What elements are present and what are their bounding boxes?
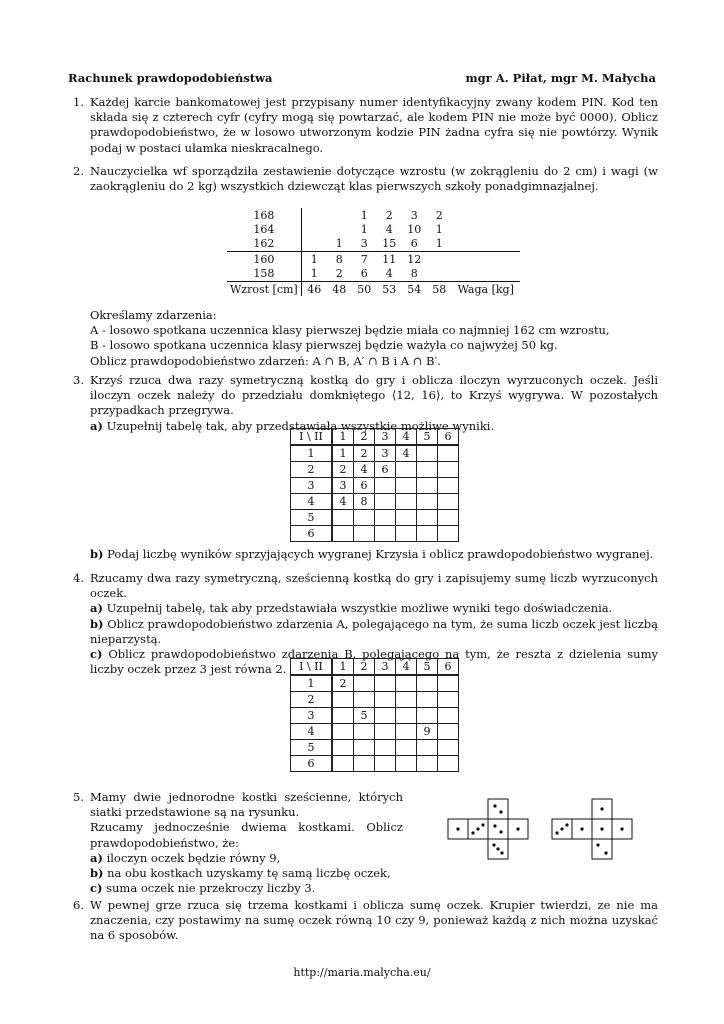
problem-2 (68, 164, 658, 194)
row-header: 6 (291, 756, 333, 772)
result-cell[interactable] (375, 756, 396, 772)
count-cell: 6 (410, 237, 418, 251)
header-authors: mgr A. Piłat, mgr M. Małycha (465, 71, 656, 85)
result-cell[interactable] (438, 478, 459, 494)
count-cell (327, 222, 352, 236)
result-cell[interactable] (354, 510, 375, 526)
result-cell[interactable] (396, 510, 417, 526)
count-cell: 8 (410, 267, 418, 281)
result-cell[interactable] (375, 724, 396, 740)
result-cell[interactable]: 4 (396, 445, 417, 462)
height-label: 164 (253, 223, 275, 237)
table-row (291, 756, 459, 772)
result-cell[interactable] (375, 510, 396, 526)
result-cell[interactable] (438, 708, 459, 724)
problem-6 (68, 898, 658, 944)
count-cell: 4 (385, 223, 393, 237)
count-cell (327, 208, 352, 222)
result-cell[interactable] (354, 526, 375, 542)
height-axis-label: Wzrost [cm] (227, 281, 301, 296)
result-cell[interactable] (438, 740, 459, 756)
problem-text: Każdej karcie bankomatowej jest przypisany numer identyfikacyjny zwany kodem PIN. Kod ten składa się z czterech cyfr (cyfry mogą się powtarzać, ale kodem PIN nie może być 0000). Oblicz prawdopodobieństwo, że w losowo utworzonym kodzie PIN żadna cyfra się nie powtórzy. Wynik podaj w postaci ułamka nieskracalnego. (90, 95, 658, 155)
row-header: 5 (291, 510, 333, 526)
table-row (227, 222, 520, 236)
count-cell: 15 (382, 237, 397, 251)
result-cell[interactable] (396, 675, 417, 692)
result-cell[interactable] (417, 675, 438, 692)
result-cell[interactable] (438, 494, 459, 510)
table-row (291, 494, 459, 510)
result-cell[interactable] (396, 526, 417, 542)
event-a: A - losowo spotkana uczennica klasy pierwszej będzie miała co najmniej 162 cm wzrostu, (90, 323, 610, 338)
count-cell: 3 (410, 208, 418, 222)
result-cell[interactable] (396, 740, 417, 756)
count-cell: 1 (301, 252, 327, 267)
result-cell[interactable] (438, 445, 459, 462)
table-row (291, 526, 459, 542)
subpoint-label: c) (90, 647, 103, 662)
result-cell[interactable] (375, 494, 396, 510)
problem-number: 3. (73, 373, 84, 387)
result-cell[interactable] (438, 756, 459, 772)
count-cell: 11 (377, 252, 402, 267)
count-cell: 10 (407, 223, 422, 237)
result-cell[interactable] (417, 445, 438, 462)
column-header: 1 (332, 659, 354, 676)
table-row (227, 267, 520, 282)
row-header: 3 (291, 708, 333, 724)
subpoint-text: Uzupełnij tabelę tak, aby przedstawiała wszystkie możliwe wyniki. (106, 418, 495, 433)
corner-cell: I \ II (291, 429, 333, 446)
weight-label: 48 (327, 281, 352, 296)
column-header: 4 (396, 429, 417, 446)
result-cell[interactable] (332, 724, 354, 740)
subpoint-label: b) (90, 547, 104, 561)
result-cell[interactable] (332, 510, 354, 526)
result-cell[interactable] (438, 692, 459, 708)
problem-text-2: Rzucamy jednocześnie dwiema kostkami. Oblicz prawdopodobieństwo, że: (90, 820, 403, 850)
result-cell[interactable] (332, 708, 354, 724)
subpoint-text: Uzupełnij tabelę, tak aby przedstawiała wszystkie możliwe wyniki tego doświadczenia. (106, 601, 613, 616)
problem-number: 2. (73, 164, 84, 178)
count-cell: 1 (435, 237, 443, 251)
row-header: 2 (291, 462, 333, 478)
spacer-cell (452, 208, 520, 222)
table-row (227, 208, 520, 222)
count-cell: 1 (360, 208, 368, 222)
result-cell[interactable] (332, 526, 354, 542)
row-header: 6 (291, 526, 333, 542)
result-cell[interactable] (396, 478, 417, 494)
problem-number: 5. (73, 790, 84, 804)
count-cell: 1 (435, 223, 443, 237)
result-cell[interactable] (354, 740, 375, 756)
events-intro: Określamy zdarzenia: (90, 308, 217, 322)
subpoint-text: Oblicz prawdopodobieństwo zdarzenia B, polegającego na tym, że reszta z dzielenia sumy liczby oczek przez 3 jest równa 2. (90, 647, 658, 677)
weight-axis-label: Waga [kg] (452, 281, 520, 296)
count-cell: 2 (385, 208, 393, 222)
result-cell[interactable]: 6 (354, 478, 375, 494)
result-cell[interactable] (417, 756, 438, 772)
problem-2-task: Oblicz prawdopodobieństwo zdarzeń: A ∩ B, A′ ∩ B i A ∩ B′. (90, 353, 441, 368)
count-cell: 7 (352, 252, 377, 267)
result-cell[interactable]: 2 (354, 445, 375, 462)
result-cell[interactable] (417, 462, 438, 478)
result-cell[interactable] (375, 526, 396, 542)
result-cell[interactable]: 1 (332, 445, 354, 462)
result-cell[interactable] (396, 756, 417, 772)
count-cell: 1 (360, 223, 368, 237)
result-cell[interactable] (396, 462, 417, 478)
result-cell[interactable] (375, 692, 396, 708)
product-table (290, 428, 459, 542)
result-cell[interactable]: 3 (332, 478, 354, 494)
dice-nets-figure (444, 797, 644, 861)
problem-text: Rzucamy dwa razy symetryczną, sześcienną kostką do gry i zapisujemy sumę liczb wyrzuconych oczek. (90, 571, 658, 601)
problem-2-events (68, 308, 658, 369)
subpoint-text: Podaj liczbę wyników sprzyjających wygranej Krzysia i oblicz prawdopodobieństwo wygranej. (107, 547, 654, 561)
column-header: 1 (332, 429, 354, 446)
problem-text: W pewnej grze rzuca się trzema kostkami i oblicza sumę oczek. Krupier twierdzi, ze nie ma znaczenia, czy postawimy na sumę oczek równą 10 czy 9, ponieważ każdą z nich można uzyskać na 6 sposobów. (90, 898, 658, 943)
row-header: 5 (291, 740, 333, 756)
count-cell (427, 267, 452, 282)
column-header: 6 (438, 659, 459, 676)
result-cell[interactable] (375, 708, 396, 724)
result-cell[interactable] (417, 494, 438, 510)
table-row (291, 445, 459, 462)
table-row (291, 675, 459, 692)
result-cell[interactable] (438, 675, 459, 692)
result-cell[interactable] (417, 478, 438, 494)
spacer-cell (452, 267, 520, 282)
problem-text: Nauczycielka wf sporządziła zestawienie dotyczące wzrostu (w zokrągleniu do 2 cm) i wagi (w zaokrągleniu do 2 kg) wszystkich dziewcząt klas pierwszych szkoły ponadgimnazjalnej. (90, 164, 658, 194)
result-cell[interactable] (332, 692, 354, 708)
row-header: 1 (291, 675, 333, 692)
subpoint-label: b) (90, 616, 104, 631)
count-cell: 2 (335, 267, 343, 281)
subpoint-label: a) (90, 418, 103, 433)
height-label: 168 (253, 208, 275, 222)
result-cell[interactable] (396, 724, 417, 740)
count-cell: 3 (360, 237, 368, 251)
result-cell[interactable]: 3 (375, 445, 396, 462)
table-row (291, 708, 459, 724)
result-cell[interactable] (375, 740, 396, 756)
row-header: 2 (291, 692, 333, 708)
result-cell[interactable] (438, 462, 459, 478)
column-header: 6 (438, 429, 459, 446)
result-cell[interactable] (354, 692, 375, 708)
problem-number: 1. (73, 95, 84, 109)
column-header: 2 (354, 659, 375, 676)
count-cell: 6 (360, 267, 368, 281)
result-cell[interactable]: 2 (332, 462, 354, 478)
problem-text: Mamy dwie jednorodne kostki sześcienne, których siatki przedstawione są na rysunku. (90, 790, 403, 820)
result-cell[interactable] (354, 756, 375, 772)
result-cell[interactable]: 9 (417, 724, 438, 740)
result-cell[interactable] (438, 526, 459, 542)
result-cell[interactable] (417, 740, 438, 756)
count-cell: 1 (335, 237, 343, 251)
result-cell[interactable]: 5 (354, 708, 375, 724)
weight-label: 54 (402, 281, 427, 296)
problem-number: 4. (73, 571, 84, 585)
subpoint-label: a) (90, 850, 103, 865)
table-row (291, 478, 459, 494)
count-cell: 12 (402, 252, 427, 267)
column-header: 3 (375, 659, 396, 676)
subpoint-text: na obu kostkach uzyskamy tę samą liczbę oczek, (107, 866, 391, 881)
spacer-cell (452, 252, 520, 267)
count-cell: 4 (385, 267, 393, 281)
spacer-cell (452, 237, 520, 252)
result-cell[interactable] (332, 740, 354, 756)
count-cell (301, 237, 327, 252)
count-cell (301, 222, 327, 236)
result-cell[interactable] (417, 510, 438, 526)
weight-label: 50 (352, 281, 377, 296)
result-cell[interactable] (438, 724, 459, 740)
result-cell[interactable] (417, 692, 438, 708)
count-cell: 2 (435, 208, 443, 222)
row-header: 1 (291, 445, 333, 462)
row-header: 4 (291, 494, 333, 510)
count-cell (427, 252, 452, 267)
problem-text: Krzyś rzuca dwa razy symetryczną kostką do gry i oblicza iloczyn wyrzuconych oczek. Jeśli iloczyn oczek należy do przedziału domkniętego ⟨12, 16⟩, to Krzyś wygrywa. W pozostałych przypadkach przegrywa. (90, 373, 658, 418)
sum-table (290, 658, 459, 772)
subpoint-text: suma oczek nie przekroczy liczby 3. (106, 881, 316, 896)
subpoint-label: b) (90, 866, 104, 881)
result-cell[interactable] (438, 510, 459, 526)
table-row (291, 462, 459, 478)
header-row (291, 659, 459, 676)
problem-number: 6. (73, 898, 84, 912)
spacer-cell (452, 222, 520, 236)
problem-1 (68, 95, 658, 156)
corner-cell: I \ II (291, 659, 333, 676)
count-cell: 8 (327, 252, 352, 267)
result-cell[interactable] (417, 708, 438, 724)
die-net-2 (552, 799, 632, 859)
subpoint-text: iloczyn oczek będzie równy 9, (106, 850, 281, 865)
axis-row (227, 281, 520, 296)
column-header: 3 (375, 429, 396, 446)
table-row (291, 510, 459, 526)
result-cell[interactable] (396, 494, 417, 510)
weight-label: 58 (427, 281, 452, 296)
weight-label: 53 (377, 281, 402, 296)
height-label: 162 (253, 237, 275, 251)
height-label: 158 (253, 267, 275, 281)
result-cell[interactable] (375, 478, 396, 494)
result-cell[interactable]: 4 (332, 494, 354, 510)
footer-url[interactable]: http://maria.malycha.eu/ (293, 966, 431, 979)
column-header: 5 (417, 659, 438, 676)
row-header: 4 (291, 724, 333, 740)
column-header: 4 (396, 659, 417, 676)
result-cell[interactable] (354, 675, 375, 692)
weight-label: 46 (301, 281, 327, 296)
result-cell[interactable]: 6 (375, 462, 396, 478)
result-cell[interactable] (396, 708, 417, 724)
row-header: 3 (291, 478, 333, 494)
count-cell (301, 208, 327, 222)
table-row (227, 252, 520, 267)
table-row (291, 740, 459, 756)
column-header: 2 (354, 429, 375, 446)
subpoint-text: Oblicz prawdopodobieństwo zdarzenia A, polegającego na tym, że suma liczb oczek jest liczbą nieparzystą. (90, 616, 659, 646)
result-cell[interactable]: 8 (354, 494, 375, 510)
subpoint-label: a) (90, 601, 103, 616)
table-row (291, 724, 459, 740)
height-weight-table (227, 208, 520, 296)
result-cell[interactable] (396, 692, 417, 708)
table-row (291, 692, 459, 708)
count-cell: 1 (301, 267, 327, 282)
die-net-1 (448, 799, 528, 859)
result-cell[interactable]: 2 (332, 675, 354, 692)
result-cell[interactable] (354, 724, 375, 740)
table-row (227, 237, 520, 252)
subpoint-label: c) (90, 881, 103, 896)
problem-5 (68, 790, 403, 896)
problem-3-b (68, 547, 658, 562)
header-subject: Rachunek prawdopodobieństwa (68, 71, 273, 85)
result-cell[interactable]: 4 (354, 462, 375, 478)
problem-3 (68, 373, 658, 434)
column-header: 5 (417, 429, 438, 446)
result-cell[interactable] (417, 526, 438, 542)
result-cell[interactable] (375, 675, 396, 692)
result-cell[interactable] (332, 756, 354, 772)
header-row (291, 429, 459, 446)
event-b: B - losowo spotkana uczennica klasy pierwszej będzie ważyła co najwyżej 50 kg. (90, 338, 558, 353)
height-label: 160 (227, 252, 301, 267)
